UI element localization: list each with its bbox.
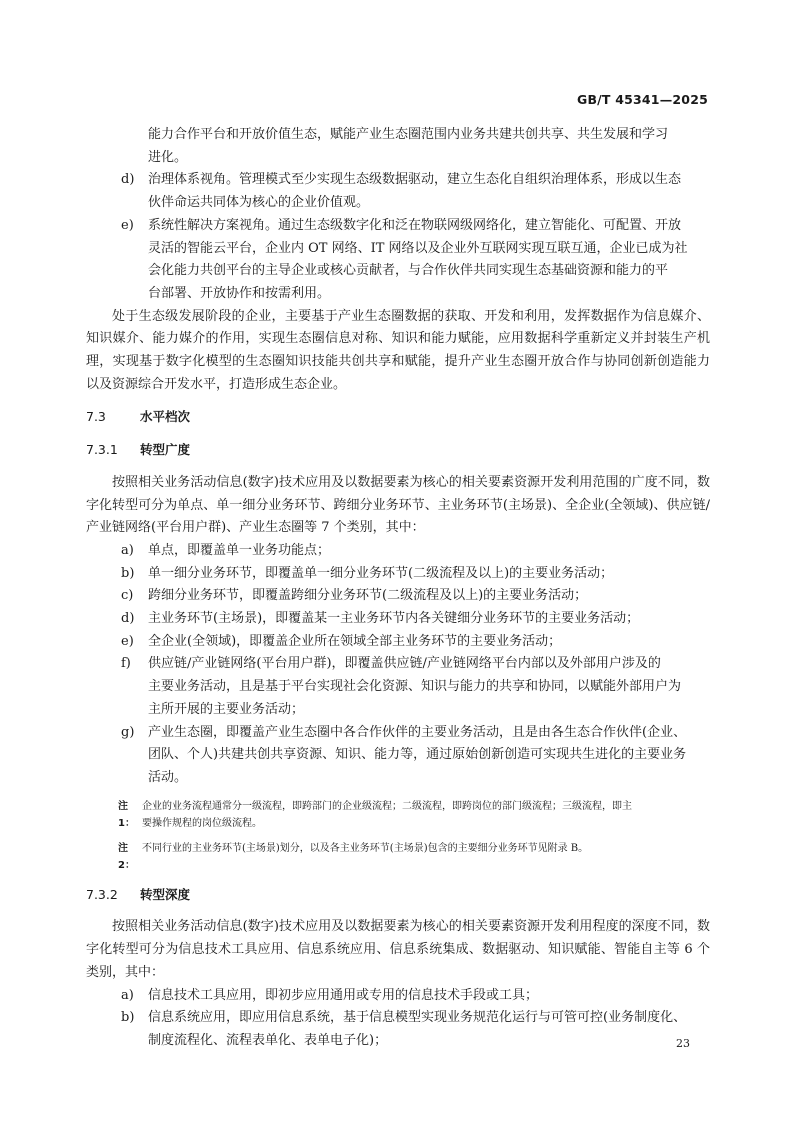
- list-item: a) 信息技术工具应用，即初步应用通用或专用的信息技术手段或工具；: [121, 987, 539, 1003]
- list-item: d) 主业务环节(主场景)，即覆盖某一主业务环节内各关键细分业务环节的主要业务活动；: [121, 611, 640, 627]
- paragraph-ecosystem-stage: 处于生态级发展阶段的企业，主要基于产业生态圈数据的获取、开发和利用，发挥数据作为信息媒介、知识媒介、能力媒介的作用，实现生态圈信息对称、知识和能力赋能，应用数据科学重新定义并封装生产机理，实现基于数字化模型的生态圈知识技能共创共享和赋能，提升产业生态圈开放合作与协同创新创造能力以及资源综合开发水平，打造形成生态企业。: [86, 308, 710, 392]
- section-heading-7-3: 7.3 水平档次: [86, 409, 191, 425]
- list-item: b) 信息系统应用，即应用信息系统，基于信息模型实现业务规范化运行与可管可控(业务制度化、 制度流程化、流程表单化、表单电子化)；: [121, 1010, 687, 1048]
- paragraph-transformation-depth: 按照相关业务活动信息(数字)技术应用及以数据要素为核心的相关要素资源开发利用程度的深度不同，数字化转型可分为信息技术工具应用、信息系统应用、信息系统集成、数据驱动、知识赋能、智能自主等 6 个类别，其中：: [86, 919, 710, 980]
- list-item: e) 全企业(全领域)，即覆盖企业所在领域全部主业务环节的主要业务活动；: [121, 633, 562, 649]
- continued-item-text: 能力合作平台和开放价值生态，赋能产业生态圈范围内业务共建共创共享、共生发展和学习 进化。: [148, 127, 669, 165]
- document-id: GB/T 45341—2025: [576, 92, 708, 107]
- document-body: [86, 124, 710, 1053]
- page-number: 23: [676, 1037, 690, 1050]
- list-item: g) 产业生态圈，即覆盖产业生态圈中各合作伙伴的主要业务活动，且是由各生态合作伙伴(企业、 团队、个人)共建共创共享资源、知识、能力等，通过原始创新创造可实现共生进化的主要业务 活动。: [121, 724, 687, 785]
- list-item: c) 跨细分业务环节，即覆盖跨细分业务环节(二级流程及以上)的主要业务活动；: [121, 588, 588, 604]
- list-item: d) 治理体系视角。管理模式至少实现生态级数据驱动，建立生态化自组织治理体系，形成以生态 伙伴命运共同体为核心的企业价值观。: [121, 172, 682, 211]
- list-item: f) 供应链/产业链网络(平台用户群)，即覆盖供应链/产业链网络平台内部以及外部用户涉及的 主要业务活动，且是基于平台实现社会化资源、知识与能力的共享和协同，以赋能外部用户为 主所开展的主要业务活动；: [121, 656, 682, 717]
- section-heading-7-3-2: 7.3.2 转型深度: [86, 886, 191, 902]
- list-item: e) 系统性解决方案视角。通过生态级数字化和泛在物联网级网络化，建立智能化、可配置、开放 灵活的智能云平台，企业内 OT 网络、IT 网络以及企业外互联网实现互联互通，企业已成为社 会化能力共创平台的主导企业或核心贡献者，与合作伙伴共同实现生态基础资源和能力的平 台部署、开放协作和按需利用。: [121, 217, 688, 301]
- list-item: a) 单点，即覆盖单一业务功能点；: [121, 542, 331, 558]
- paragraph-transformation-breadth: 按照相关业务活动信息(数字)技术应用及以数据要素为核心的相关要素资源开发利用范围的广度不同，数字化转型可分为单点、单一细分业务环节、跨细分业务环节、主业务环节(主场景)、全企业(全领域)、供应链/产业链网络(平台用户群)、产业生态圈等 7 个类别，其中：: [86, 474, 711, 536]
- note-2: 注 2： 不同行业的主业务环节(主场景)划分，以及各主业务环节(主场景)包含的主要细分业务环节见附录 B。: [118, 842, 589, 871]
- section-heading-7-3-1: 7.3.1 转型广度: [86, 442, 191, 458]
- list-item: b) 单一细分业务环节，即覆盖单一细分业务环节(二级流程及以上)的主要业务活动；: [121, 565, 614, 581]
- note-1: 注 1： 企业的业务流程通常分一级流程，即跨部门的企业级流程；二级流程，即跨岗位的部门级流程；三级流程，即主 要操作规程的岗位级流程。: [118, 800, 632, 829]
